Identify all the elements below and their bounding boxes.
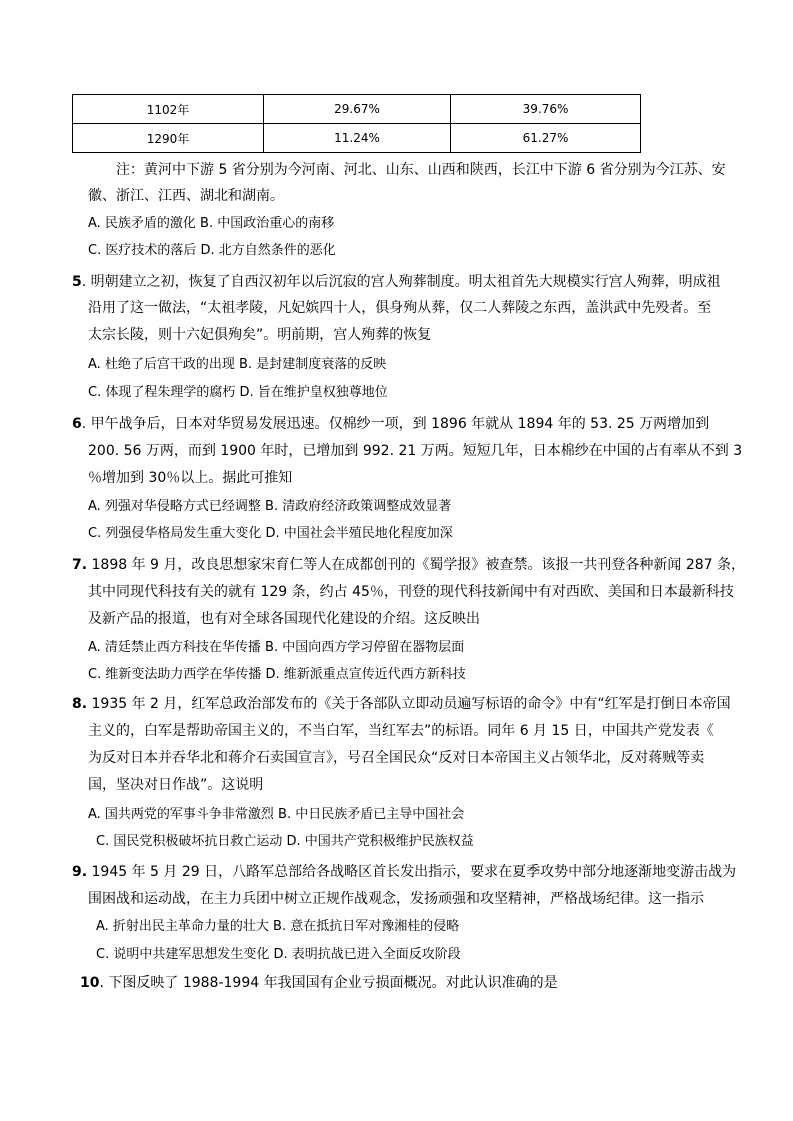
q6-stem-line: ％增加到 30％以上。据此可推知 bbox=[88, 470, 293, 486]
q10-stem-line bbox=[80, 973, 558, 993]
q4-options-ab: A. 民族矛盾的激化 B. 中国政治重心的南移 bbox=[88, 216, 335, 231]
q8-stem-line bbox=[72, 694, 731, 714]
table-row bbox=[73, 124, 641, 153]
q8-stem-line: 国，坚决对日作战”。这说明 bbox=[88, 777, 264, 793]
table-cell: 39.76% bbox=[451, 95, 641, 124]
q9-text: 1945 年 5 月 29 日，八路军总部给各战略区首长发出指示，要求在夏季攻势中部分地逐渐地变游击战为 bbox=[87, 864, 737, 880]
question-number: 9. bbox=[72, 864, 88, 880]
q9-stem-line bbox=[72, 862, 736, 882]
question-number: 6 bbox=[72, 416, 82, 432]
q7-stem-line: 其中同现代科技有关的就有 129 条，约占 45％，刊登的现代科技新闻中有对西欧、美国和日本最新科技 bbox=[88, 584, 734, 600]
q7-text: 1898 年 9 月，改良思想家宋育仁等人在成都创刊的《蜀学报》被查禁。该报一共刊登各种新闻 287 条， bbox=[87, 557, 746, 573]
q9-stem-line: 围困战和运动战，在主力兵团中树立正规作战观念，发扬顽强和攻坚精神，严格战场纪律。这一指示 bbox=[88, 891, 704, 907]
data-table bbox=[72, 94, 641, 153]
table-cell: 11.24% bbox=[264, 124, 451, 153]
table-cell: 1290年 bbox=[73, 124, 264, 153]
question-number: 7. bbox=[72, 557, 88, 573]
q8-options-ab: A. 国共两党的军事斗争非常激烈 B. 中日民族矛盾已主导中国社会 bbox=[88, 807, 465, 822]
q7-stem-line bbox=[72, 555, 745, 575]
table-cell: 29.67% bbox=[264, 95, 451, 124]
q5-text: . 明朝建立之初，恢复了自西汉初年以后沉寂的宫人殉葬制度。明太祖首先大规模实行宫人殉葬，明成祖 bbox=[81, 274, 721, 290]
q7-options-ab: A. 清廷禁止西方科技在华传播 B. 中国向西方学习停留在器物层面 bbox=[88, 640, 465, 655]
q10-text: . 下图反映了 1988-1994 年我国国有企业亏损面概况。对此认识准确的是 bbox=[99, 975, 558, 991]
q6-stem-line: 200. 56 万两，而到 1900 年时，已增加到 992. 21 万两。短短几年，日本棉纱在中国的占有率从不到 3 bbox=[88, 443, 743, 459]
q7-stem-line: 及新产品的报道，也有对全球各国现代化建设的介绍。这反映出 bbox=[88, 611, 480, 627]
q8-options-cd: C. 国民党积极破坏抗日救亡运动 D. 中国共产党积极维护民族权益 bbox=[96, 834, 474, 849]
table-cell: 61.27% bbox=[451, 124, 641, 153]
table-cell: 1102年 bbox=[73, 95, 264, 124]
q6-options-cd: C. 列强侵华格局发生重大变化 D. 中国社会半殖民地化程度加深 bbox=[88, 526, 453, 541]
question-number: 8. bbox=[72, 696, 88, 712]
q5-stem-line: 太宗长陵，则十六妃俱殉矣”。明前期，宫人殉葬的恢复 bbox=[88, 327, 432, 343]
q6-options-ab: A. 列强对华侵略方式已经调整 B. 清政府经济政策调整成效显著 bbox=[88, 499, 452, 514]
table-note-line: 徽、浙江、江西、湖北和湖南。 bbox=[88, 188, 284, 204]
question-number: 5 bbox=[72, 274, 82, 290]
q4-options-cd: C. 医疗技术的落后 D. 北方自然条件的恶化 bbox=[88, 243, 336, 258]
table-row bbox=[73, 95, 641, 124]
q5-stem-line bbox=[72, 272, 721, 292]
q9-options-ab: A. 折射出民主革命力量的壮大 B. 意在抵抗日军对豫湘桂的侵略 bbox=[96, 919, 460, 934]
q5-options-ab: A. 杜绝了后宫干政的出现 B. 是封建制度衰落的反映 bbox=[88, 357, 387, 372]
q5-stem-line: 沿用了这一做法，“太祖孝陵，凡妃嫔四十人，俱身殉从葬，仅二人葬陵之东西，盖洪武中先殁者。至 bbox=[88, 300, 712, 316]
q6-stem-line bbox=[72, 414, 709, 434]
q9-options-cd: C. 说明中共建军思想发生变化 D. 表明抗战已进入全面反攻阶段 bbox=[96, 947, 461, 962]
q6-text: . 甲午战争后，日本对华贸易发展迅速。仅棉纱一项，到 1896 年就从 1894 年的 53. 25 万两增加到 bbox=[81, 416, 710, 432]
table-note-line: 注：黄河中下游 5 省分别为今河南、河北、山东、山西和陕西，长江中下游 6 省分别为今江苏、安 bbox=[116, 162, 726, 178]
q8-stem-line: 为反对日本并吞华北和蒋介石卖国宣言》，号召全国民众“反对日本帝国主义占领华北，反对蒋贼等卖 bbox=[88, 750, 705, 766]
q8-stem-line: 主义的，白军是帮助帝国主义的，不当白军，当红军去”的标语。同年 6 月 15 日，中国共产党发表《 bbox=[88, 723, 714, 739]
question-number: 10 bbox=[80, 975, 100, 991]
q5-options-cd: C. 体现了程朱理学的腐朽 D. 旨在维护皇权独尊地位 bbox=[88, 385, 388, 400]
q8-text: 1935 年 2 月，红军总政治部发布的《关于各部队立即动员遍写标语的命令》中有“红军是打倒日本帝国 bbox=[87, 696, 731, 712]
q7-options-cd: C. 维新变法助力西学在华传播 D. 维新派重点宣传近代西方新科技 bbox=[88, 667, 466, 682]
